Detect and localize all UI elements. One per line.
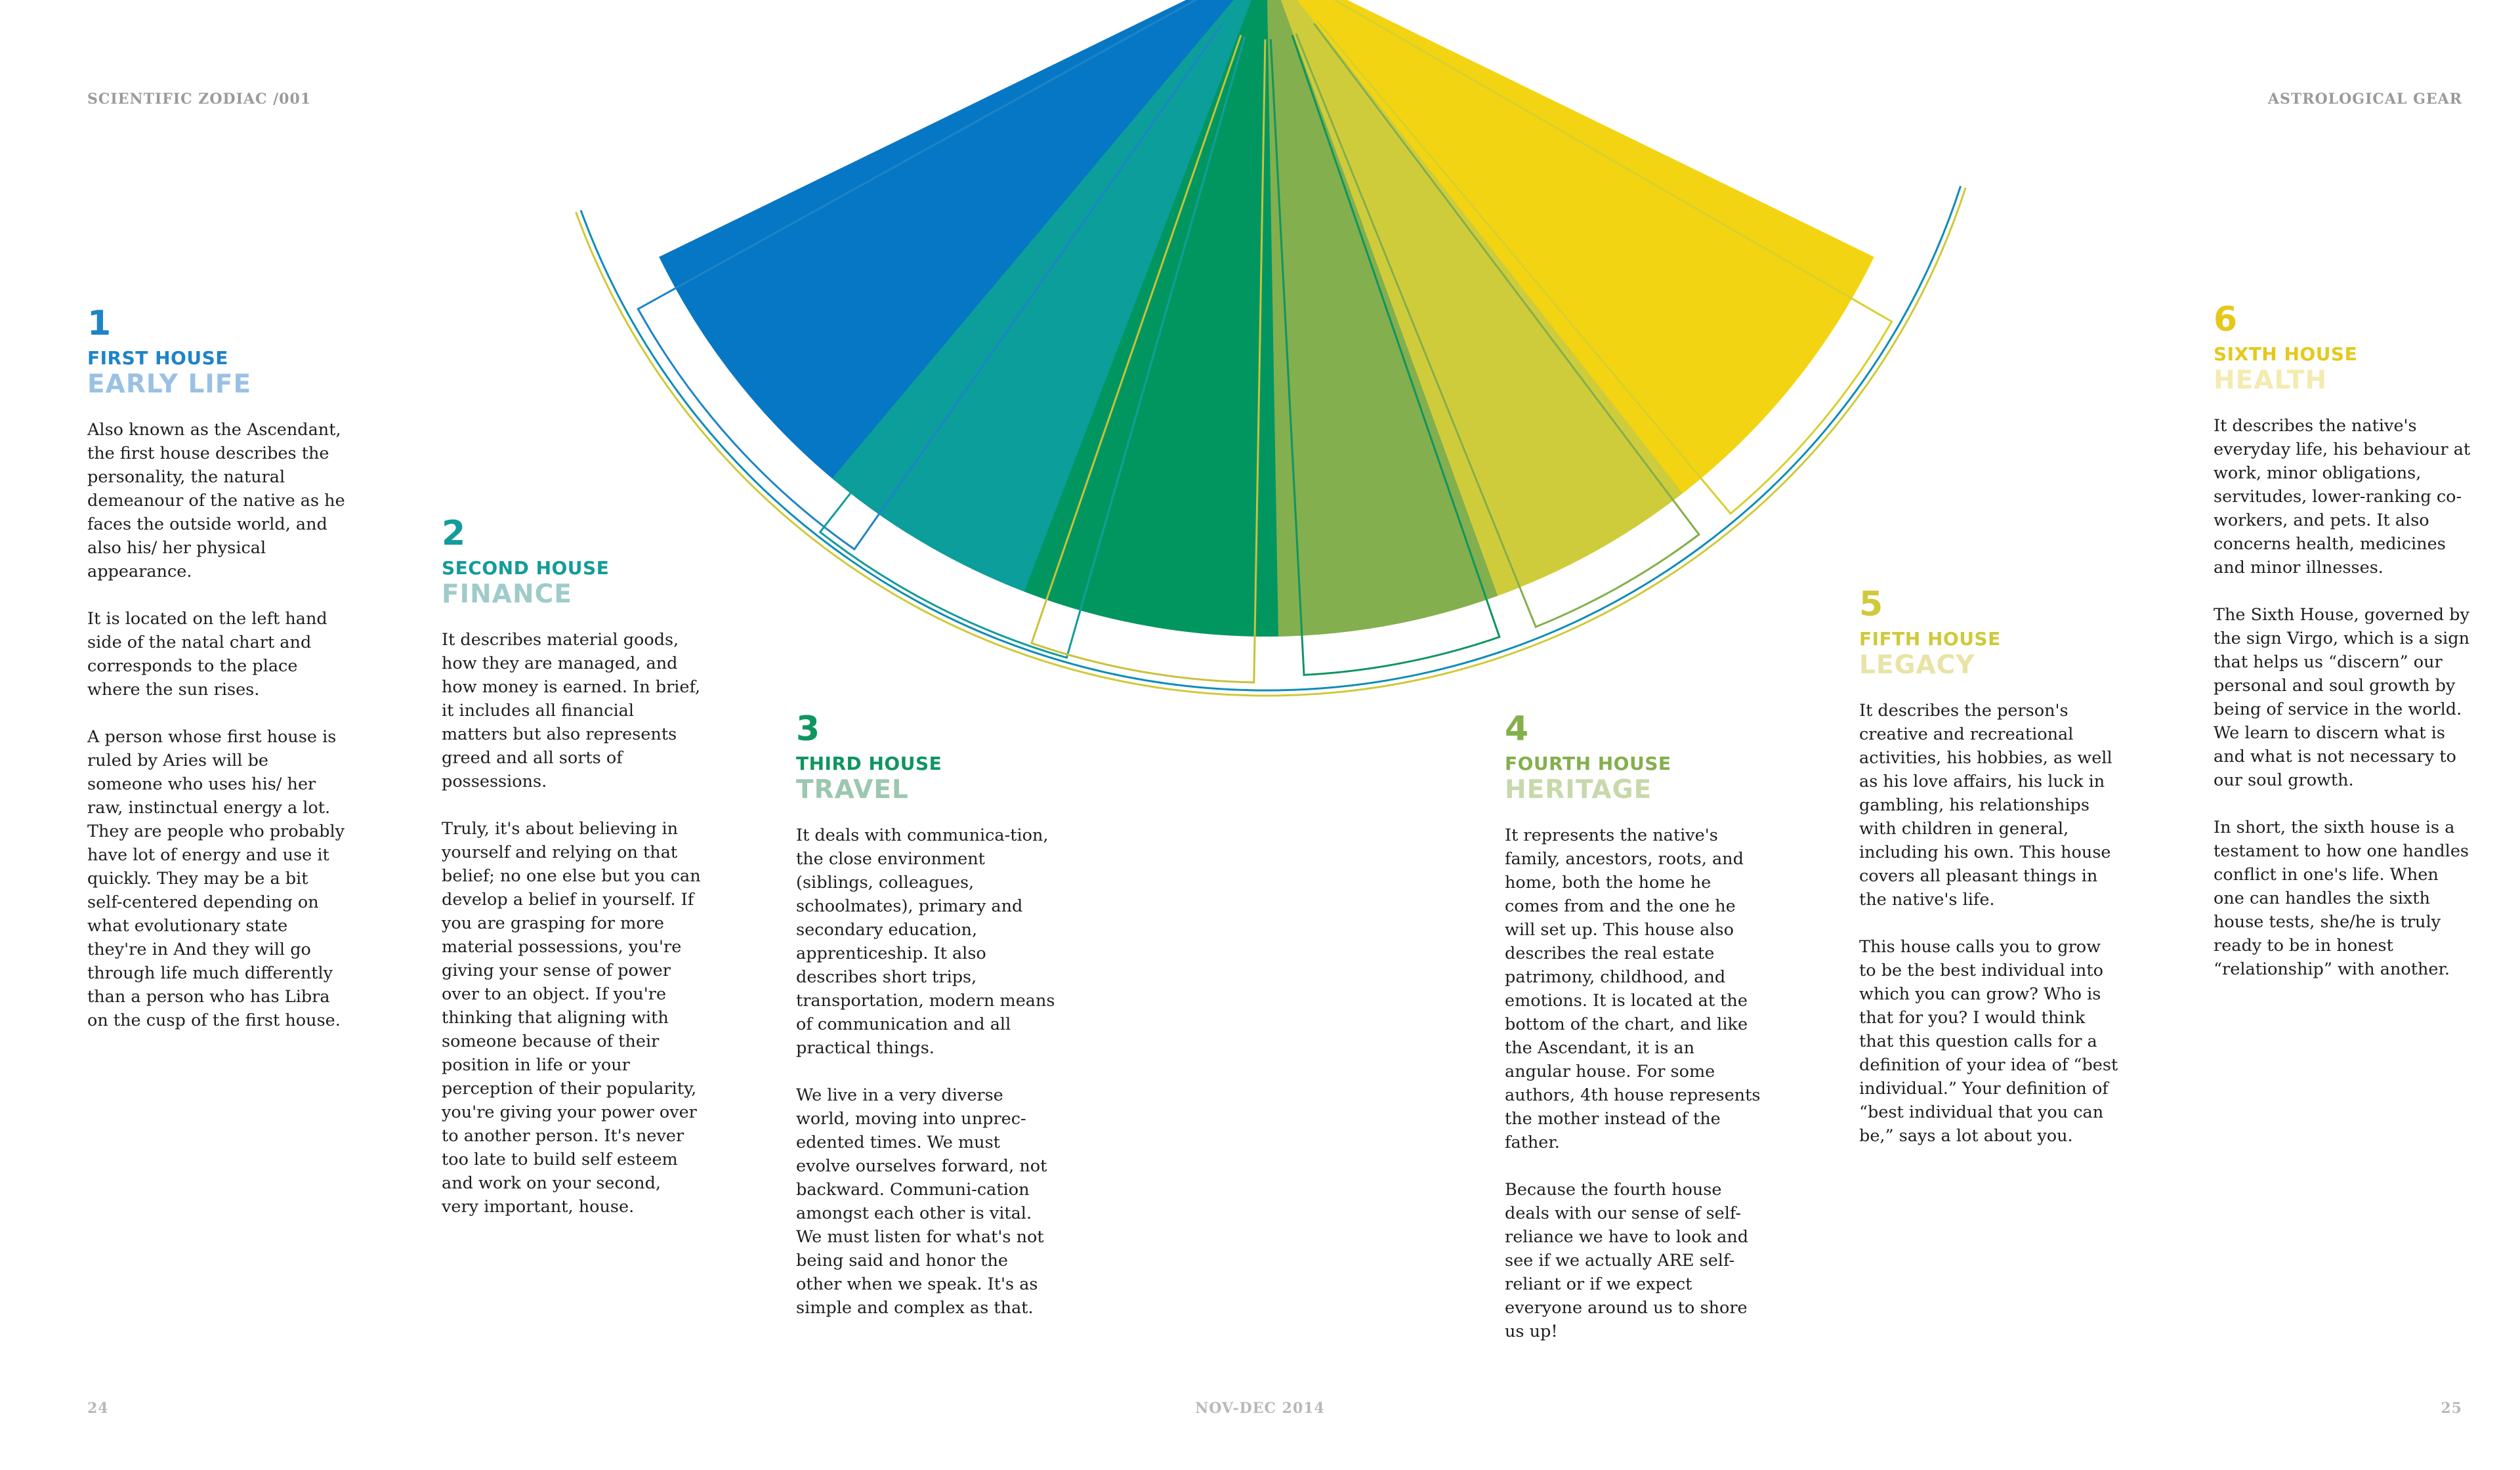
house-label: FIFTH HOUSE	[1859, 628, 2001, 650]
house-body	[442, 628, 701, 1219]
paragraph: A person whose first house is ruled by Aries will be someone who uses his/ her raw, instinctual energy a lot. They are people who probably have lot of energy and use it quickly. They may be a bit self-centered depending on what evolutionary state they're in And they will go through life much differently than a person who has Libra on the cusp of the first house.	[87, 727, 345, 1030]
house-2-section	[442, 514, 701, 1242]
house-subtitle: TRAVEL	[796, 775, 909, 805]
house-number: 1	[87, 304, 112, 343]
house-subtitle: LEGACY	[1859, 650, 1975, 680]
house-label: SIXTH HOUSE	[2214, 343, 2358, 365]
issue-date: NOV-DEC 2014	[1195, 1400, 1325, 1417]
house-subtitle: HERITAGE	[1505, 775, 1652, 805]
house-4-section	[1505, 709, 1764, 1367]
paragraph: This house calls you to grow to be the best individual into which you can grow? Who is that for you? I would think that this question calls for a definition of your idea of “best individual.” Your definition of “best individual that you can be,” says a lot about you.	[1859, 937, 2118, 1146]
house-1-section	[87, 304, 346, 1056]
house-label: FOURTH HOUSE	[1505, 753, 1671, 774]
paragraph: The Sixth House, governed by the sign Virgo, which is a sign that helps us “discern” our personal and soul growth by being of service in the world. We learn to discern what is and what is not necessary to our soul growth.	[2214, 605, 2470, 790]
house-label: FIRST HOUSE	[87, 347, 228, 369]
paragraph: We live in a very diverse world, moving into unprec-edented times. We must evolve ourselves forward, not backward. Communi-cation amongst each other is vital. We must listen for what's not being said and honor the other when we speak. It's as simple and complex as that.	[796, 1085, 1047, 1318]
paragraph: It describes the person's creative and recreational activities, his hobbies, as well as his love affairs, his luck in gambling, his relationships with children in general, including his own. This house covers all pleasant things in the native's life.	[1859, 701, 2112, 910]
running-head-right: ASTROLOGICAL GEAR	[2267, 91, 2462, 108]
house-subtitle: EARLY LIFE	[87, 369, 252, 399]
running-head-left: SCIENTIFIC ZODIAC /001	[87, 91, 312, 108]
house-number: 6	[2214, 300, 2238, 339]
paragraph: It describes the native's everyday life, his behaviour at work, minor obligations, servitudes, lower-ranking co-workers, and pets. It also concerns health, medicines and minor illnesses.	[2214, 416, 2471, 578]
paragraph: Because the fourth house deals with our sense of self-reliance we have to look and see if we actually ARE self-reliant or if we expect everyone around us to shore us up!	[1505, 1180, 1749, 1341]
house-subtitle: HEALTH	[2214, 366, 2328, 395]
house-6-section	[2214, 300, 2473, 1005]
house-number: 5	[1859, 585, 1883, 624]
house-number: 2	[442, 514, 466, 553]
house-number: 3	[796, 709, 820, 749]
house-body	[1859, 699, 2118, 1148]
page-number-left: 24	[87, 1400, 109, 1417]
house-label: THIRD HOUSE	[796, 753, 942, 774]
house-body	[87, 418, 346, 1032]
house-body	[796, 824, 1055, 1320]
house-3-section	[796, 709, 1055, 1343]
paragraph: It describes material goods, how they are managed, and how money is earned. In brief, it includes all financial matters but also represents greed and all sorts of possessions.	[442, 630, 701, 791]
house-label: SECOND HOUSE	[442, 557, 610, 579]
house-subtitle: FINANCE	[442, 579, 572, 609]
paragraph: It deals with communica-tion, the close environment (siblings, colleagues, schoolmates), primary and secondary education, apprenticeship. It also describes short trips, transportation, modern means of communication and all practical things.	[796, 826, 1055, 1058]
house-5-section	[1859, 585, 2118, 1171]
paragraph: It is located on the left hand side of the natal chart and corresponds to the place where the sun rises.	[87, 609, 327, 700]
house-body	[1505, 824, 1764, 1343]
paragraph: Truly, it's about believing in yourself and relying on that belief; no one else but you can develop a belief in yourself. If you are grasping for more material possessions, you're giving your sense of power over to an object. If you're thinking that aligning with someone because of their position in life or your perception of their popularity, you're giving your power over to another person. It's never too late to build self esteem and work on your second, very important, house.	[442, 819, 701, 1217]
house-body	[2214, 414, 2473, 981]
page-number-right: 25	[2441, 1400, 2462, 1417]
house-number: 4	[1505, 709, 1529, 749]
paragraph: Also known as the Ascendant, the first house describes the personality, the natural demeanour of the native as he faces the outside world, and also his/ her physical appearance.	[87, 420, 345, 581]
paragraph: It represents the native's family, ancestors, roots, and home, both the home he comes from and the one he will set up. This house also describes the real estate patrimony, childhood, and emotions. It is located at the bottom of the chart, and like the Ascendant, it is an angular house. For some authors, 4th house represents the mother instead of the father.	[1505, 826, 1761, 1152]
paragraph: In short, the sixth house is a testament to how one handles conflict in one's life. When one can handles the sixth house tests, she/he is truly ready to be in honest “relationship” with another.	[2214, 818, 2469, 979]
